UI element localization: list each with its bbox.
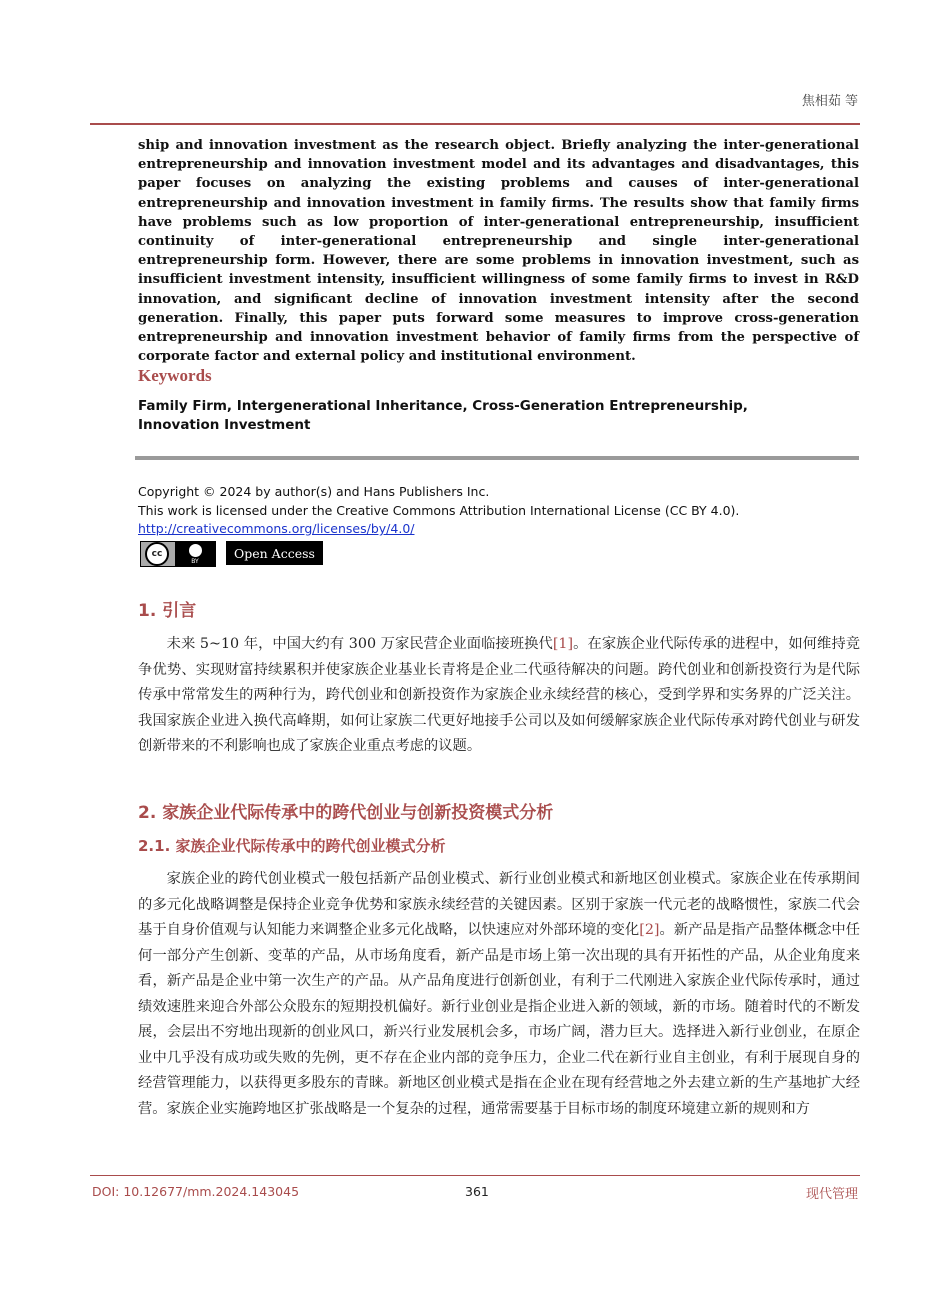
citation-1[interactable]: [1]: [552, 636, 574, 652]
license-link[interactable]: http://creativecommons.org/licenses/by/4.0/: [138, 521, 415, 536]
keywords-line-2: Innovation Investment: [138, 417, 311, 433]
section-2-text-a: 家族企业的跨代创业模式一般包括新产品创业模式、新行业创业模式和新地区创业模式。家族企业在传承期间的多元化战略调整是保持企业竞争优势和家族永续经营的关键因素。区别于家族一代元老的战略惯性，家族二代会基于自身价值观与认知能力来调整企业多元化战略，以快速应对外部环境的变化: [138, 871, 860, 938]
license-badges: [140, 541, 323, 567]
keywords-list: [138, 397, 858, 435]
footer-doi: DOI: 10.12677/mm.2024.143045: [92, 1184, 300, 1199]
section-2-1-heading: 2.1. 家族企业代际传承中的跨代创业模式分析: [138, 837, 446, 855]
page-number: 361: [465, 1184, 489, 1199]
license-line: This work is licensed under the Creative Commons Attribution International License (CC BY 4.0).: [138, 502, 740, 518]
person-icon: [188, 543, 203, 558]
footer-divider: [90, 1175, 860, 1176]
abstract-text: ship and innovation investment as the research object. Briefly analyzing the inter-generational entrepreneurship and innovation investment model and its advantages and disadvantages, this paper focuses on analyzing the existing problems and causes of inter-generational entrepreneurship and innovation investment in family firms. The results show that family firms have problems such as low proportion of inter-generational entrepreneurship, insufficient continuity of inter-generational entrepreneurship and single inter-generational entrepreneurship form. However, there are some problems in innovation investment, such as insufficient investment intensity, insufficient willingness of some family firms to invest in R&D innovation, and significant decline of innovation investment intensity after the second generation. Finally, this paper puts forward some measures to improve cross-generation entrepreneurship and innovation investment behavior of family firms from the perspective of corporate factor and external policy and institutional environment.: [138, 138, 859, 365]
keywords-heading: Keywords: [138, 366, 212, 385]
section-1-heading: 1. 引言: [138, 601, 197, 621]
keywords-line-1: Family Firm, Intergenerational Inheritance, Cross-Generation Entrepreneurship,: [138, 398, 748, 414]
section-1-text-a: 未来 5~10 年，中国大约有 300 万家民营企业面临接班换代: [166, 636, 553, 652]
cc-by-badge[interactable]: [140, 541, 216, 567]
section-1-text-b: 。在家族企业代际传承的进程中，如何维持竞争优势、实现财富持续累积并使家族企业基业长青将是企业二代亟待解决的问题。跨代创业和创新投资行为是代际传承中常常发生的两种行为，跨代创业和创新投资作为家族企业永续经营的核心，受到学界和实务界的广泛关注。我国家族企业进入换代高峰期，如何让家族二代更好地接手公司以及如何缓解家族企业代际传承对跨代创业与研发创新带来的不利影响也成了家族企业重点考虑的议题。: [138, 636, 861, 754]
header-divider: [90, 123, 860, 125]
cc-icon: cc: [145, 542, 169, 566]
copyright-block: [138, 483, 739, 539]
running-header-author: 焦相茹 等: [801, 94, 858, 109]
copyright-line: Copyright © 2024 by author(s) and Hans Publishers Inc.: [138, 484, 490, 499]
section-1-paragraph: [138, 632, 860, 760]
section-2-heading: 2. 家族企业代际传承中的跨代创业与创新投资模式分析: [138, 803, 554, 823]
citation-2[interactable]: [2]: [639, 922, 660, 938]
section-2-1-paragraph: [138, 867, 860, 1122]
open-access-badge[interactable]: Open Access: [226, 541, 323, 565]
section-divider: [135, 456, 859, 460]
by-label: BY: [191, 558, 199, 565]
journal-name: 现代管理: [805, 1187, 858, 1202]
section-2-text-b: 。新产品是指产品整体概念中任何一部分产生创新、变革的产品，从市场角度看，新产品是市场上第一次出现的具有开拓性的产品，从企业角度来看，新产品是企业中第一次生产的产品。从产品角度进行创新创业，有利于二代刚进入家族企业代际传承时，通过绩效速胜来迎合外部公众股东的短期投机偏好。新行业创业是指企业进入新的领域，新的市场。随着时代的不断发展，会层出不穷地出现新的创业风口，新兴行业发展机会多，市场广阔，潜力巨大。选择进入新行业创业，在原企业中几乎没有成功或失败的先例，更不存在企业内部的竞争压力，企业二代在新行业自主创业，有利于展现自身的经营管理能力，以获得更多股东的青睐。新地区创业模式是指在企业在现有经营地之外去建立新的生产基地扩大经营。家族企业实施跨地区扩张战略是一个复杂的过程，通常需要基于目标市场的制度环境建立新的规则和方: [138, 922, 861, 1117]
by-icon: [175, 542, 215, 566]
